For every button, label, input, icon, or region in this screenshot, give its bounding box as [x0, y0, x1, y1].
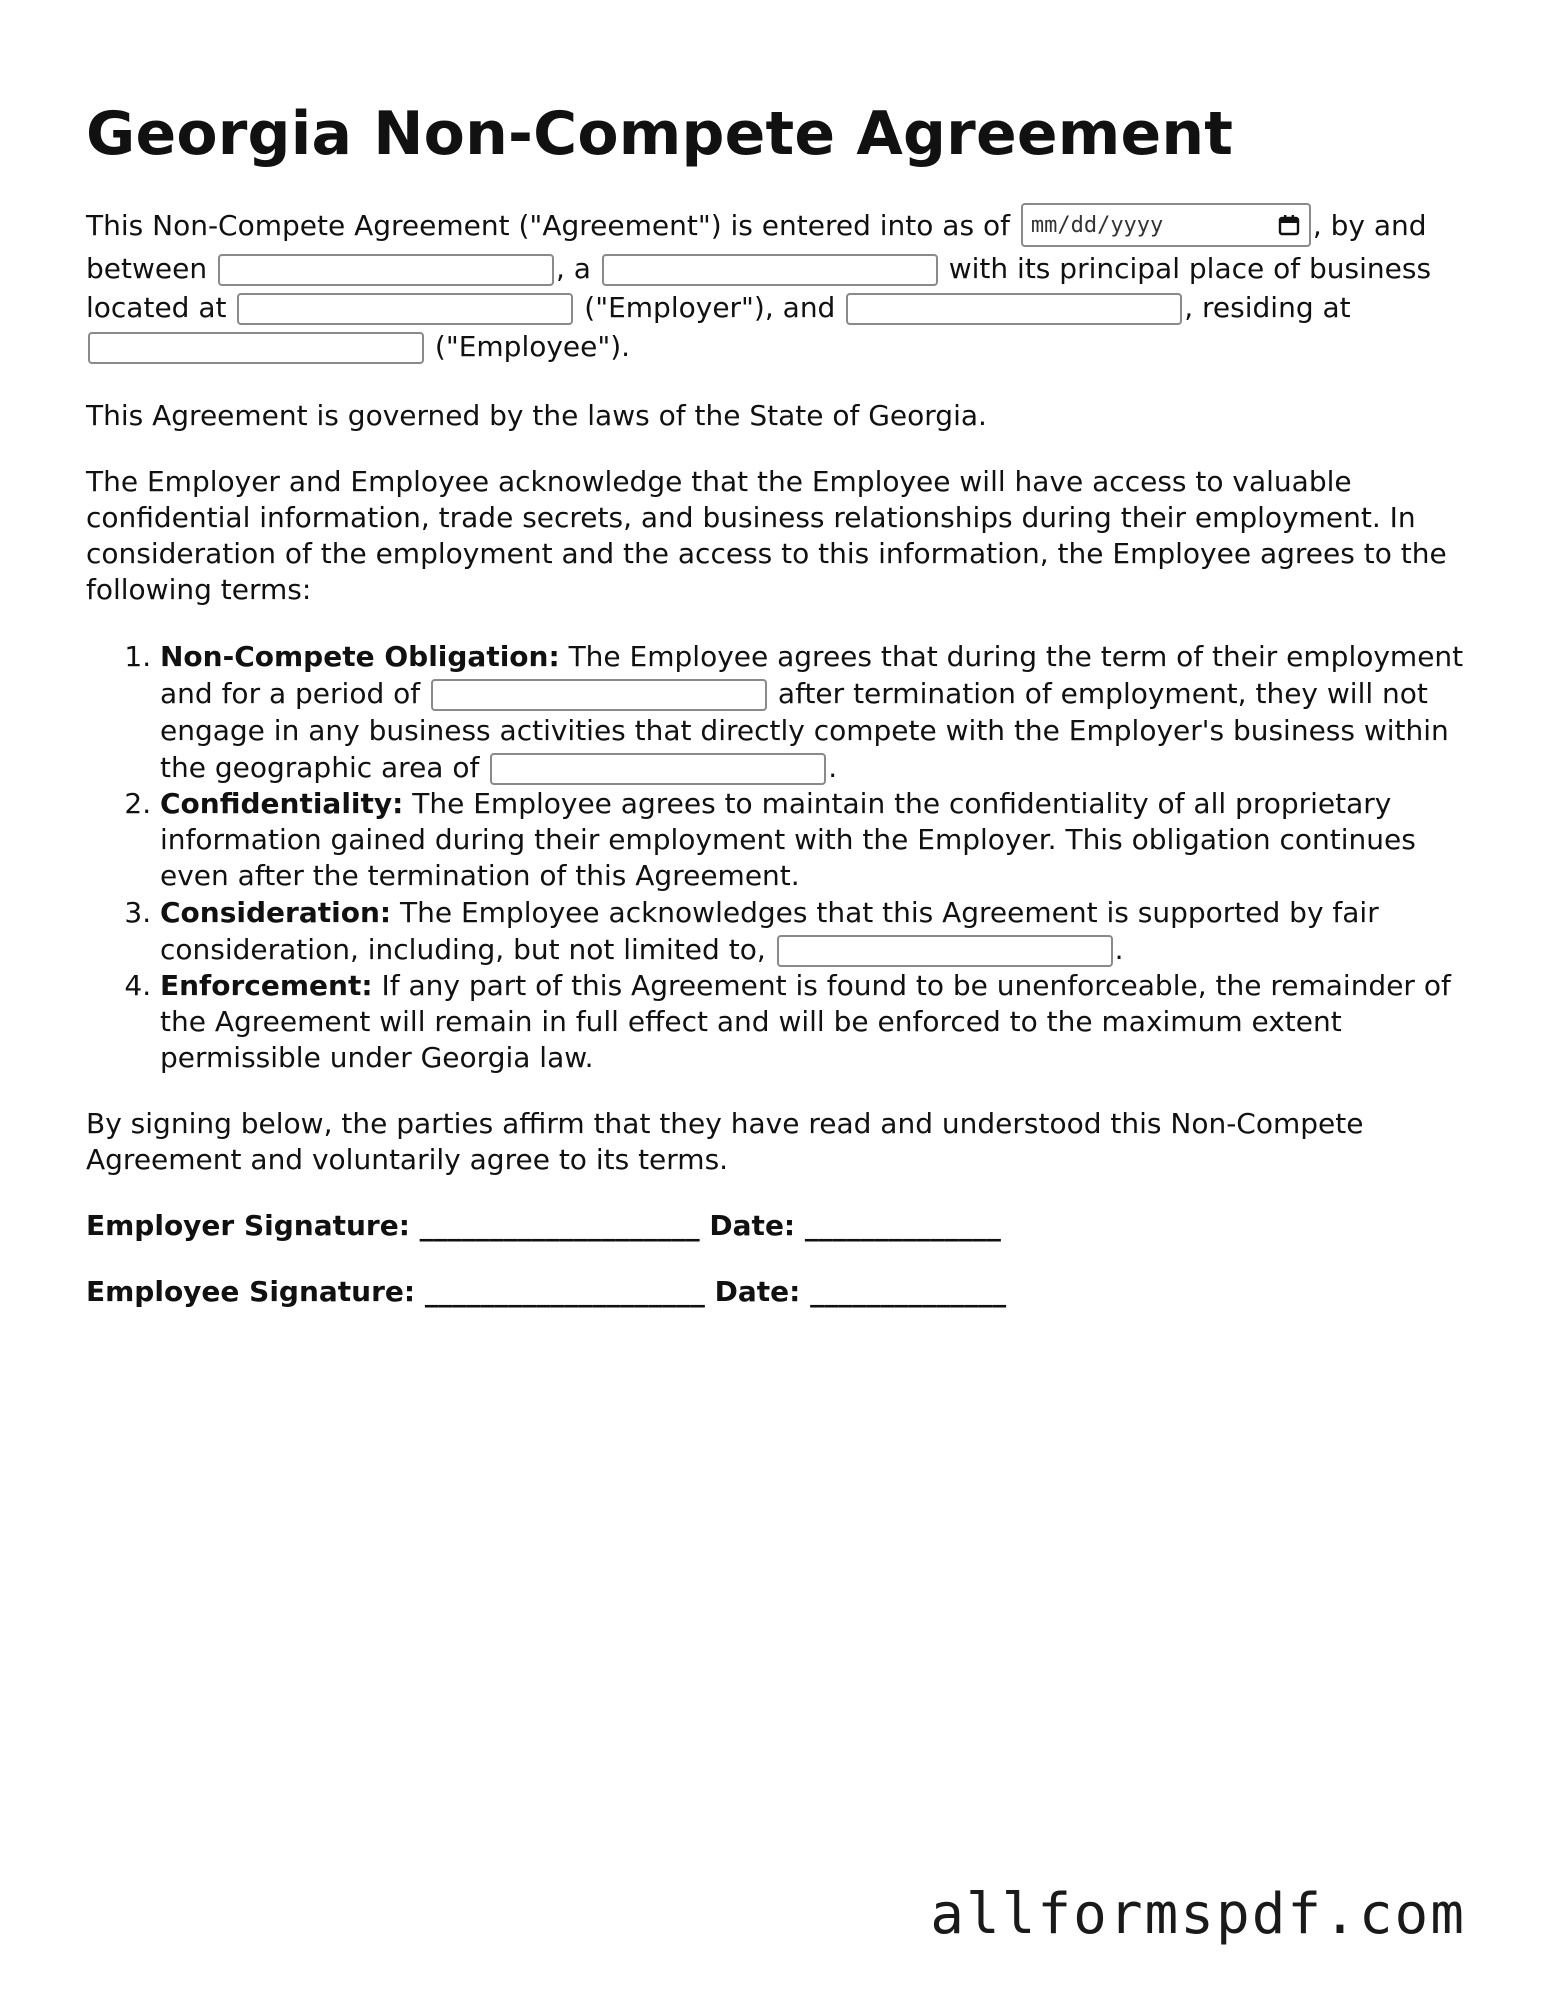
term-item-non-compete	[160, 638, 1466, 786]
employer-name-field[interactable]	[218, 254, 554, 286]
intro-text-2: , by and between	[86, 209, 1427, 285]
calendar-icon[interactable]	[1277, 213, 1301, 237]
employer-address-field[interactable]	[237, 293, 573, 325]
term-lead: Confidentiality:	[160, 787, 404, 820]
term-text: .	[1114, 933, 1124, 966]
employee-address-field[interactable]	[88, 332, 424, 364]
term-item-enforcement	[160, 968, 1466, 1076]
intro-text-1: This Non-Compete Agreement ("Agreement") is entered into as of	[86, 209, 1019, 242]
term-lead: Enforcement:	[160, 969, 373, 1002]
site-watermark: allformspdf.com	[930, 1882, 1466, 1947]
term-text: after termination of employment, they will not engage in any business activities that directly compete with the Employer's business within the geographic area of	[160, 677, 1449, 784]
employee-name-field[interactable]	[846, 293, 1182, 325]
intro-text-5: ("Employer"), and	[575, 291, 845, 324]
geographic-area-field[interactable]	[490, 753, 826, 785]
acknowledge-paragraph: The Employer and Employee acknowledge that the Employee will have access to valuable confidential information, trade secrets, and business relationships during their employment. In consideration of the employment and the access to this information, the Employee agrees to the following terms:	[86, 465, 1447, 606]
governed-paragraph: This Agreement is governed by the laws of the State of Georgia.	[86, 399, 987, 432]
intro-text-3: , a	[555, 252, 600, 285]
term-lead: Consideration:	[160, 896, 392, 929]
document-title: Georgia Non-Compete Agreement	[86, 99, 1234, 169]
intro-paragraph	[86, 205, 1466, 366]
term-text: The Employee agrees to maintain the confidentiality of all proprietary information gained during their employment with the Employer. This obligation continues even after the termination of this Agreement.	[160, 787, 1416, 892]
employer-entity-type-field[interactable]	[602, 254, 938, 286]
term-lead: Non-Compete Obligation:	[160, 640, 560, 673]
term-text: If any part of this Agreement is found to be unenforceable, the remainder of the Agreement will remain in full effect and will be enforced to the maximum extent permissible under Georgia law.	[160, 969, 1451, 1074]
closing-paragraph: By signing below, the parties affirm that they have read and understood this Non-Compete Agreement and voluntarily agree to its terms.	[86, 1107, 1364, 1176]
employee-signature-line: Employee Signature: ____________________ Date: ______________	[86, 1275, 1007, 1308]
term-item-confidentiality	[160, 786, 1466, 894]
non-compete-period-field[interactable]	[431, 679, 767, 711]
term-item-consideration	[160, 894, 1466, 968]
terms-list	[86, 638, 1466, 1076]
intro-text-7: ("Employee").	[426, 330, 631, 363]
date-placeholder: mm/dd/yyyy	[1030, 212, 1164, 238]
term-text: The Employee acknowledges that this Agreement is supported by fair consideration, including, but not limited to,	[160, 896, 1379, 966]
term-text: The Employee agrees that during the term of their employment and for a period of	[160, 640, 1464, 710]
document-page	[86, 100, 1466, 1340]
consideration-field[interactable]	[777, 935, 1113, 967]
intro-text-4: with its principal place of business located at	[86, 252, 1432, 324]
intro-text-6: , residing at	[1184, 291, 1351, 324]
agreement-date-input[interactable]	[1021, 203, 1311, 247]
employer-signature-line: Employer Signature: ____________________ Date: ______________	[86, 1209, 1001, 1242]
term-text: .	[828, 751, 838, 784]
